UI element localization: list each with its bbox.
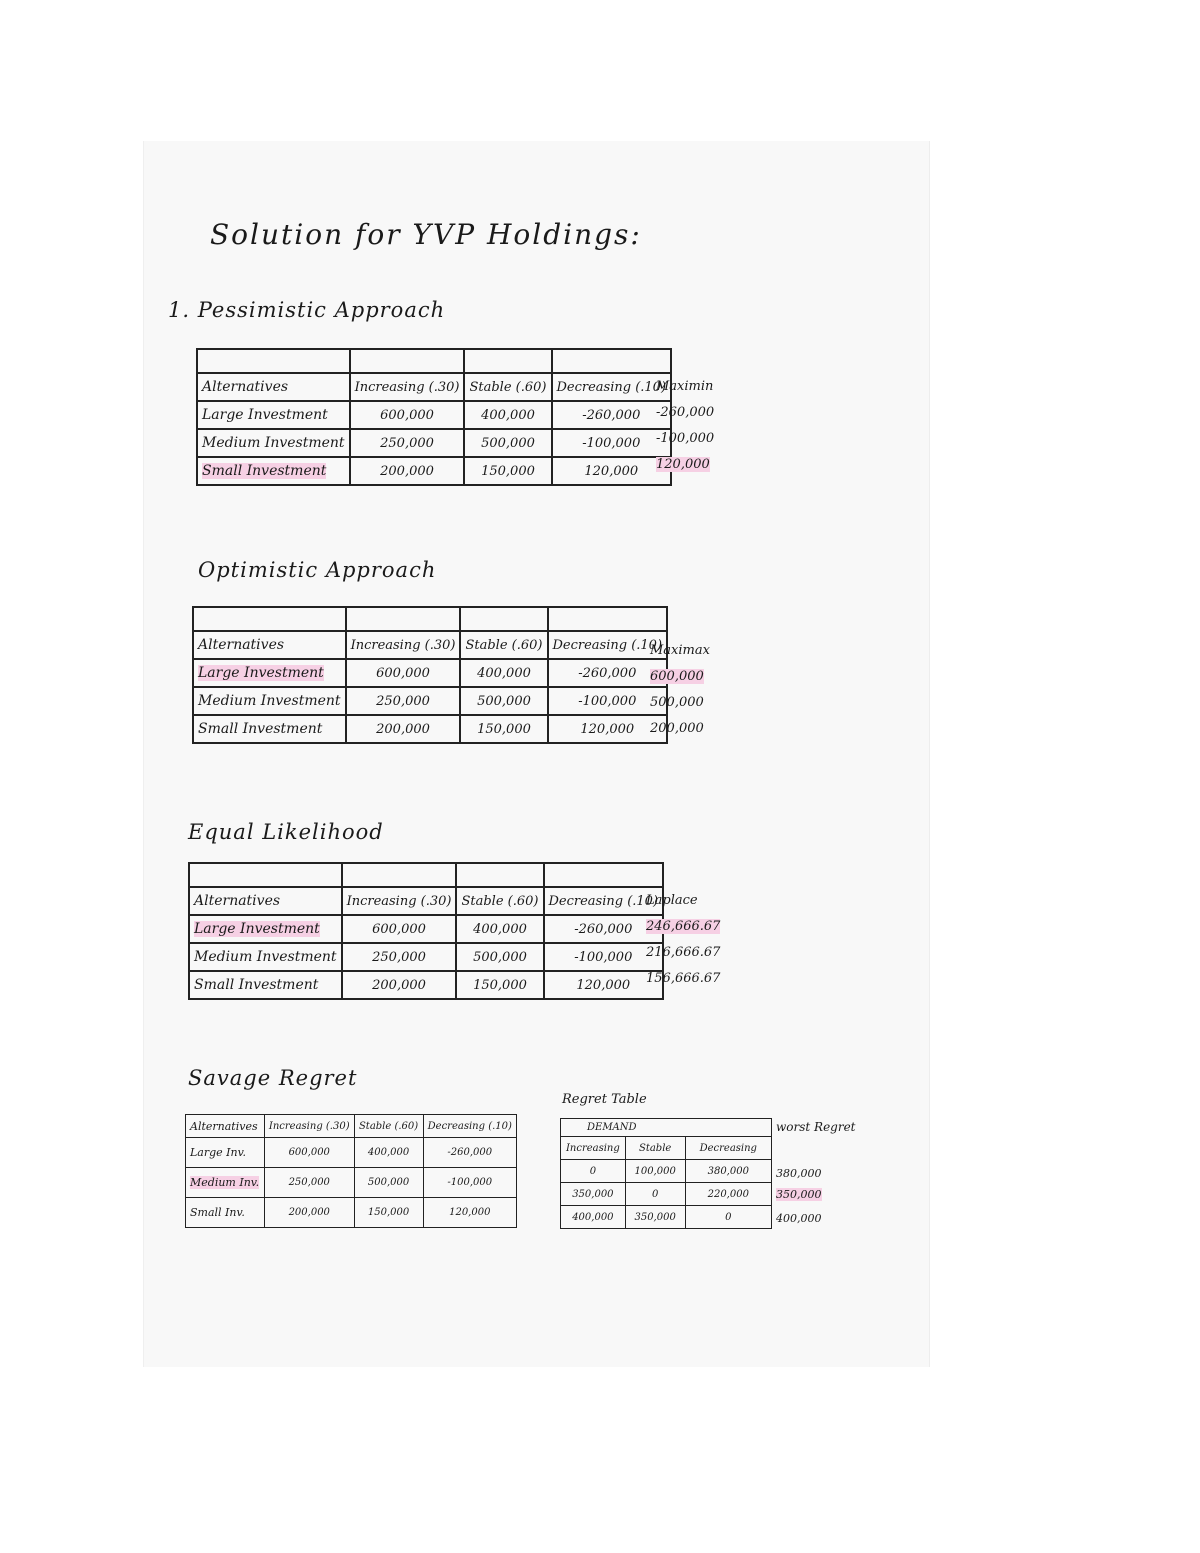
table-cell: 600,000 [346, 659, 461, 687]
table-cell: 200,000 [264, 1198, 354, 1228]
table-cell: 400,000 [464, 401, 551, 429]
table-cell: 400,000 [460, 659, 547, 687]
maximin-column [656, 374, 714, 478]
column-header: Decreasing (.10) [544, 887, 664, 915]
table-cell: 500,000 [456, 943, 543, 971]
table-row [186, 1198, 517, 1228]
optimistic-table [192, 606, 668, 744]
column-header: Increasing (.30) [342, 887, 457, 915]
optimistic-heading: Optimistic Approach [198, 558, 437, 582]
laplace-value-highlighted: 246,666.67 [646, 919, 721, 934]
table-cell: 120,000 [552, 457, 672, 485]
pessimistic-table [196, 348, 672, 486]
table-row [193, 659, 667, 687]
table-cell: 200,000 [342, 971, 457, 999]
table-row [197, 401, 671, 429]
table-cell: 150,000 [460, 715, 547, 743]
worst-regret-column [776, 1114, 856, 1232]
table-row [197, 457, 671, 485]
table-cell: 120,000 [544, 971, 664, 999]
table-cell: -100,000 [544, 943, 664, 971]
table-cell: 0 [561, 1160, 626, 1183]
laplace-value: 216,666.67 [646, 945, 721, 960]
table-cell: -260,000 [423, 1138, 516, 1168]
table-row [189, 943, 663, 971]
table-cell: 250,000 [350, 429, 465, 457]
alternative-label: Medium Investment [197, 429, 350, 457]
table-cell: 100,000 [625, 1160, 685, 1183]
table-row [193, 715, 667, 743]
column-header: Decreasing (.10) [552, 373, 672, 401]
maximax-label: Maximax [650, 643, 710, 658]
table-cell: 120,000 [423, 1198, 516, 1228]
alternative-label: Large Investment [197, 401, 350, 429]
table-cell: 0 [625, 1183, 685, 1206]
column-header: Increasing (.30) [350, 373, 465, 401]
table-cell: -100,000 [423, 1168, 516, 1198]
table-cell: 150,000 [354, 1198, 423, 1228]
table-row [561, 1183, 772, 1206]
maximax-value: 500,000 [650, 695, 704, 710]
table-cell: 400,000 [354, 1138, 423, 1168]
table-row [561, 1160, 772, 1183]
page-title: Solution for YVP Holdings: [210, 218, 642, 251]
regret-table [560, 1118, 772, 1229]
table-cell: 150,000 [464, 457, 551, 485]
table-cell: -260,000 [548, 659, 668, 687]
table-row [193, 687, 667, 715]
worst-regret-label: worst Regret [776, 1120, 856, 1134]
alternative-label-highlighted: Small Investment [202, 463, 327, 479]
maximin-value: -100,000 [656, 431, 715, 446]
table-row [189, 915, 663, 943]
alternative-label: Medium Investment [189, 943, 342, 971]
table-cell: 400,000 [456, 915, 543, 943]
table-cell: -100,000 [548, 687, 668, 715]
table-cell: 250,000 [342, 943, 457, 971]
table-cell: 0 [685, 1206, 771, 1229]
table-cell: 200,000 [346, 715, 461, 743]
alternative-label: Large Inv. [186, 1138, 265, 1168]
column-header: Alternatives [189, 887, 342, 915]
table-cell: -260,000 [544, 915, 664, 943]
worst-regret-value-highlighted: 350,000 [776, 1188, 822, 1201]
maximin-label: Maximin [656, 379, 714, 394]
column-header: Stable (.60) [464, 373, 551, 401]
table-cell: 350,000 [561, 1183, 626, 1206]
alternative-label: Small Investment [189, 971, 342, 999]
column-header: Alternatives [186, 1115, 265, 1138]
table-cell: -100,000 [552, 429, 672, 457]
table-row [189, 971, 663, 999]
table-cell: 250,000 [264, 1168, 354, 1198]
maximax-value: 200,000 [650, 721, 704, 736]
maximin-value-highlighted: 120,000 [656, 457, 710, 472]
laplace-label: Laplace [646, 893, 698, 908]
alternative-label-highlighted: Large Investment [194, 921, 320, 937]
table-row [561, 1206, 772, 1229]
table-cell: 600,000 [342, 915, 457, 943]
column-header: Stable [625, 1137, 685, 1160]
maximin-value: -260,000 [656, 405, 715, 420]
table-cell: 500,000 [354, 1168, 423, 1198]
column-header: Decreasing (.10) [423, 1115, 516, 1138]
column-header: Increasing [561, 1137, 626, 1160]
table-cell: -260,000 [552, 401, 672, 429]
alternative-label-highlighted: Medium Inv. [190, 1176, 260, 1189]
regret-table-heading: Regret Table [562, 1092, 647, 1107]
table-cell: 350,000 [625, 1206, 685, 1229]
column-header: Decreasing [685, 1137, 771, 1160]
savage-regret-heading: Savage Regret [188, 1066, 358, 1090]
maximax-value-highlighted: 600,000 [650, 669, 704, 684]
table-cell: 150,000 [456, 971, 543, 999]
alternative-label-highlighted: Large Investment [198, 665, 324, 681]
savage-payoff-table [185, 1114, 517, 1228]
worst-regret-value: 400,000 [776, 1212, 822, 1225]
table-cell: 120,000 [548, 715, 668, 743]
pessimistic-heading: 1. Pessimistic Approach [168, 298, 446, 322]
table-cell: 500,000 [460, 687, 547, 715]
table-cell: 600,000 [350, 401, 465, 429]
column-header: Stable (.60) [354, 1115, 423, 1138]
table-row [197, 429, 671, 457]
alternative-label: Small Investment [193, 715, 346, 743]
alternative-label: Small Inv. [186, 1198, 265, 1228]
demand-label: DEMAND [561, 1119, 772, 1137]
table-cell: 380,000 [685, 1160, 771, 1183]
column-header: Increasing (.30) [264, 1115, 354, 1138]
column-header: Decreasing (.10) [548, 631, 668, 659]
column-header: Stable (.60) [460, 631, 547, 659]
column-header: Alternatives [193, 631, 346, 659]
table-cell: 200,000 [350, 457, 465, 485]
table-row [186, 1138, 517, 1168]
table-cell: 220,000 [685, 1183, 771, 1206]
table-cell: 500,000 [464, 429, 551, 457]
laplace-value: 156,666.67 [646, 971, 721, 986]
equal-likelihood-heading: Equal Likelihood [188, 820, 384, 844]
column-header: Stable (.60) [456, 887, 543, 915]
column-header: Increasing (.30) [346, 631, 461, 659]
table-cell: 250,000 [346, 687, 461, 715]
column-header: Alternatives [197, 373, 350, 401]
worst-regret-value: 380,000 [776, 1167, 822, 1180]
table-cell: 600,000 [264, 1138, 354, 1168]
table-row [186, 1168, 517, 1198]
equal-likelihood-table [188, 862, 664, 1000]
laplace-column [646, 888, 720, 992]
maximax-column [650, 638, 710, 742]
alternative-label: Medium Investment [193, 687, 346, 715]
table-cell: 400,000 [561, 1206, 626, 1229]
